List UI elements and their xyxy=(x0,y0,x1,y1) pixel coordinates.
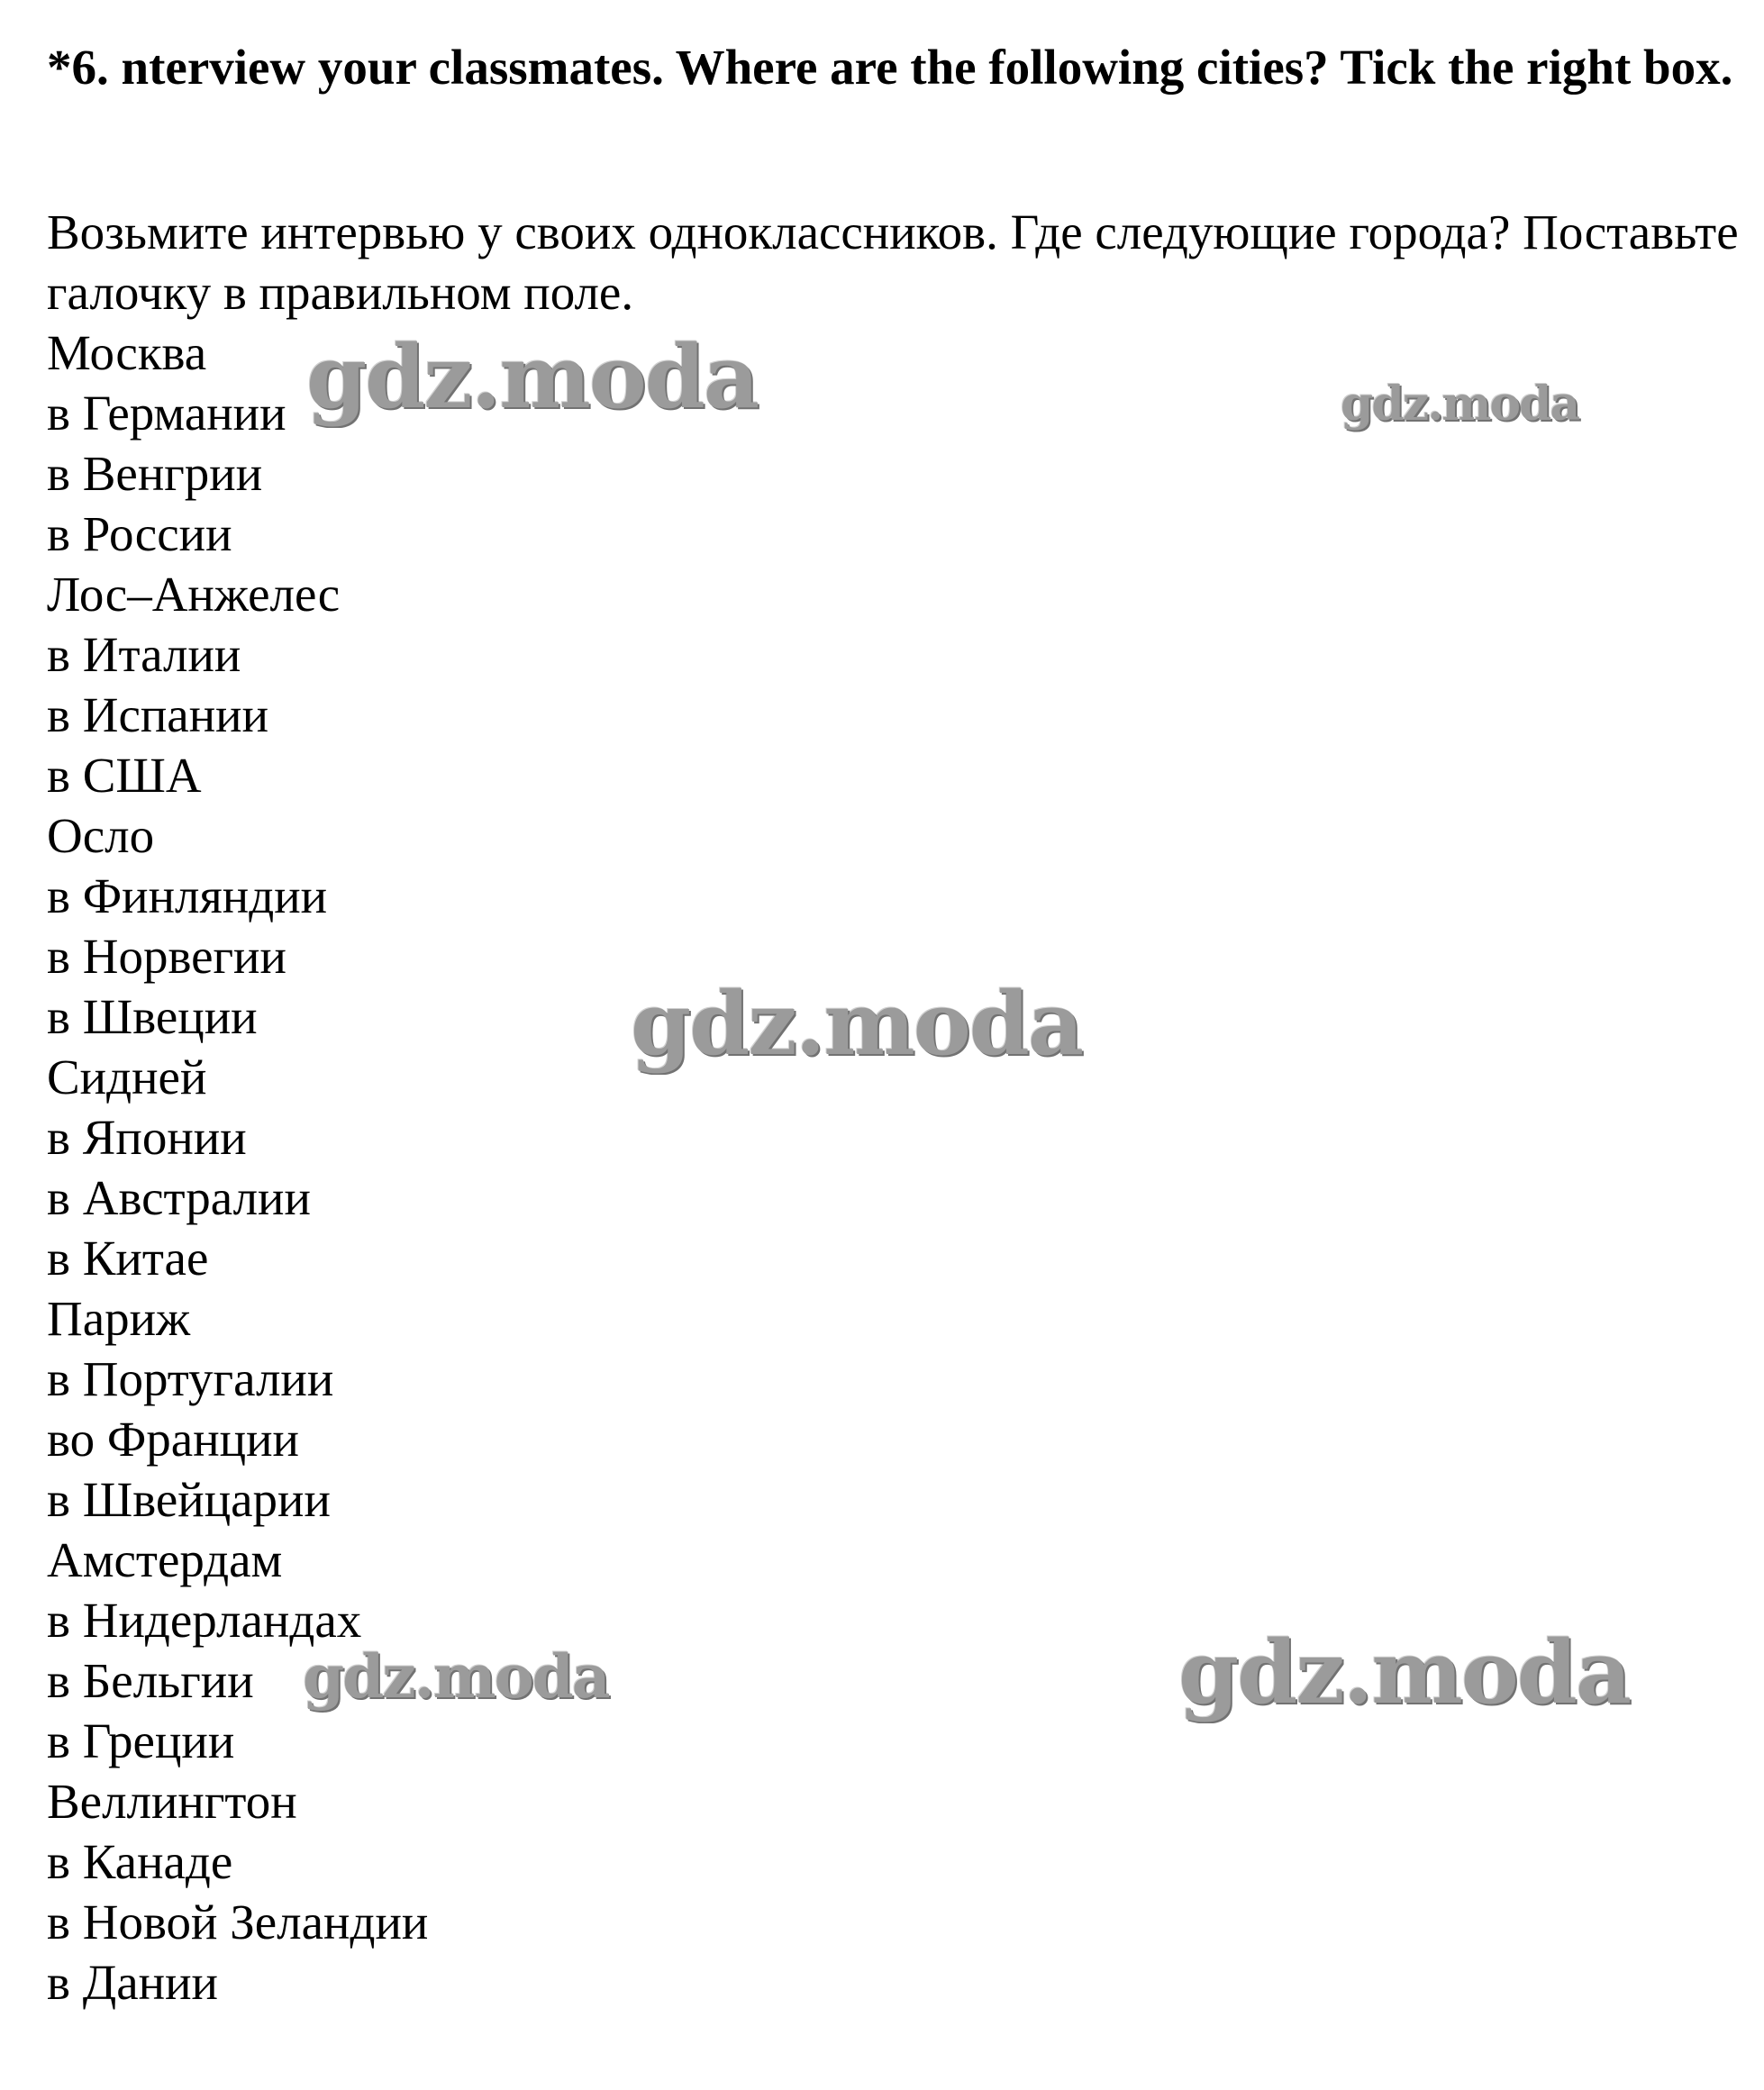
list-item: во Франции xyxy=(47,1412,299,1467)
list-item: Москва xyxy=(47,325,207,380)
exercise-instruction: Возьмите интервью у своих одноклассников. Где следующие города? Поставьте галочку в правильном поле. xyxy=(47,204,1739,320)
list-item: в Японии xyxy=(47,1110,247,1165)
exercise-title: *6. nterview your classmates. Where are the following cities? Tick the right box. xyxy=(47,40,1733,95)
list-item: в России xyxy=(47,506,232,561)
list-item: в Испании xyxy=(47,687,268,742)
list-item: в США xyxy=(47,748,202,803)
list-item: в Китае xyxy=(47,1231,209,1286)
answer-list xyxy=(47,323,428,2013)
watermark: gdz.moda xyxy=(1341,377,1579,432)
list-item: в Новой Зеландии xyxy=(47,1895,429,1949)
list-item: в Бельгии xyxy=(47,1653,254,1708)
list-item: в Дании xyxy=(47,1955,218,2010)
watermark: gdz.moda xyxy=(303,1641,609,1712)
list-item: в Португалии xyxy=(47,1351,334,1406)
list-item: Амстердам xyxy=(47,1532,283,1587)
list-item: Париж xyxy=(47,1291,191,1346)
watermark: gdz.moda xyxy=(306,326,759,428)
list-item: Сидней xyxy=(47,1050,207,1104)
list-item: в Канаде xyxy=(47,1834,233,1889)
list-item: в Норвегии xyxy=(47,929,286,984)
list-item: в Австралии xyxy=(47,1170,311,1225)
list-item: в Швейцарии xyxy=(47,1472,331,1527)
watermark: gdz.moda xyxy=(1178,1622,1631,1723)
list-item: в Германии xyxy=(47,386,286,441)
list-item: в Нидерландах xyxy=(47,1593,362,1648)
list-item: Осло xyxy=(47,808,155,863)
list-item: в Италии xyxy=(47,627,241,682)
list-item: в Швеции xyxy=(47,989,258,1044)
watermark: gdz.moda xyxy=(631,973,1083,1075)
list-item: в Греции xyxy=(47,1713,235,1768)
list-item: Веллингтон xyxy=(47,1774,297,1829)
list-item: Лос–Анжелес xyxy=(47,567,341,622)
list-item: в Венгрии xyxy=(47,446,263,501)
list-item: в Финляндии xyxy=(47,868,328,923)
